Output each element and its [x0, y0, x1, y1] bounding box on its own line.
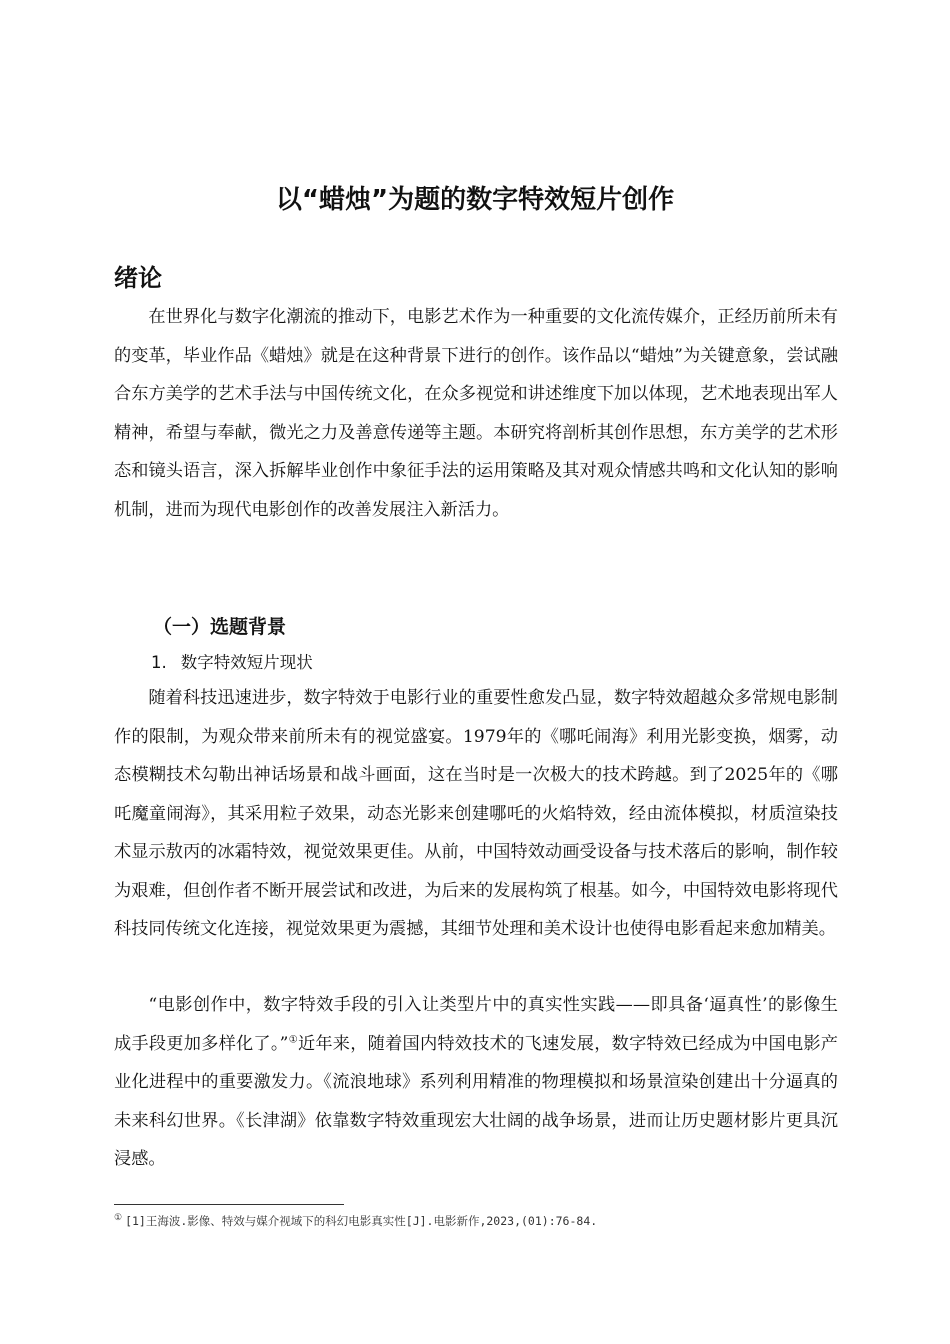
subsubsection-title: 数字特效短片现状 — [180, 653, 313, 672]
quotation-text: “电影创作中，数字特效手段的引入让类型片中的真实性实践——即具备‘逼真性’的影像生成手段更加多样化了。” — [114, 995, 838, 1054]
footnote-separator — [114, 1204, 344, 1205]
footnote-reference[interactable]: ① — [288, 1033, 298, 1045]
intro-paragraph: 在世界化与数字化潮流的推动下，电影艺术作为一种重要的文化流传媒介，正经历前所未有的变革，毕业作品《蜡烛》就是在这种背景下进行的创作。该作品以“蜡烛”为关键意象，尝试融合东方美学的艺术手法与中国传统文化，在众多视觉和讲述维度下加以体现，艺术地表现出军人精神，希望与奉献，微光之力及善意传递等主题。本研究将剖析其创作思想，东方美学的艺术形态和镜头语言，深入拆解毕业创作中象征手法的运用策略及其对观众情感共鸣和文化认知的影响机制，进而为现代电影创作的改善发展注入新活力。 — [114, 307, 838, 520]
footnote — [114, 1212, 838, 1230]
footnote-citation: [1]王海波.影像、特效与媒介视域下的科幻电影真实性[J].电影新作,2023,(01):76-84. — [125, 1214, 598, 1228]
paragraph-continuation: 近年来，随着国内特效技术的飞速发展，数字特效已经成为中国电影产业化进程中的重要激发力。《流浪地球》系列利用精准的物理模拟和场景渲染创建出十分逼真的未来科幻世界。《长津湖》依靠数字特效重现宏大壮阔的战争场景，进而让历史题材影片更具沉浸感。 — [114, 1033, 838, 1169]
body-paragraph-vfx-quote — [114, 986, 838, 1179]
subsection-heading-background: （一）选题背景 — [153, 616, 287, 638]
footnote-mark: ① — [114, 1213, 123, 1224]
section-heading-introduction: 绪论 — [114, 264, 162, 292]
subsubsection-number: 1. — [151, 653, 167, 672]
subsubsection-heading — [151, 647, 313, 679]
document-title: 以“蜡烛”为题的数字特效短片创作 — [275, 185, 675, 215]
body-paragraph-vfx-status: 随着科技迅速进步，数字特效于电影行业的重要性愈发凸显，数字特效超越众多常规电影制作的限制，为观众带来前所未有的视觉盛宴。1979年的《哪吒闹海》利用光影变换，烟雾，动态模糊技术勾勒出神话场景和战斗画面，这在当时是一次极大的技术跨越。到了2025年的《哪吒魔童闹海》，其采用粒子效果，动态光影来创建哪吒的火焰特效，经由流体模拟，材质渲染技术显示敖丙的冰霜特效，视觉效果更佳。从前，中国特效动画受设备与技术落后的影响，制作较为艰难，但创作者不断开展尝试和改进，为后来的发展构筑了根基。如今，中国特效电影将现代科技同传统文化连接，视觉效果更为震撼，其细节处理和美术设计也使得电影看起来愈加精美。 — [114, 688, 838, 939]
